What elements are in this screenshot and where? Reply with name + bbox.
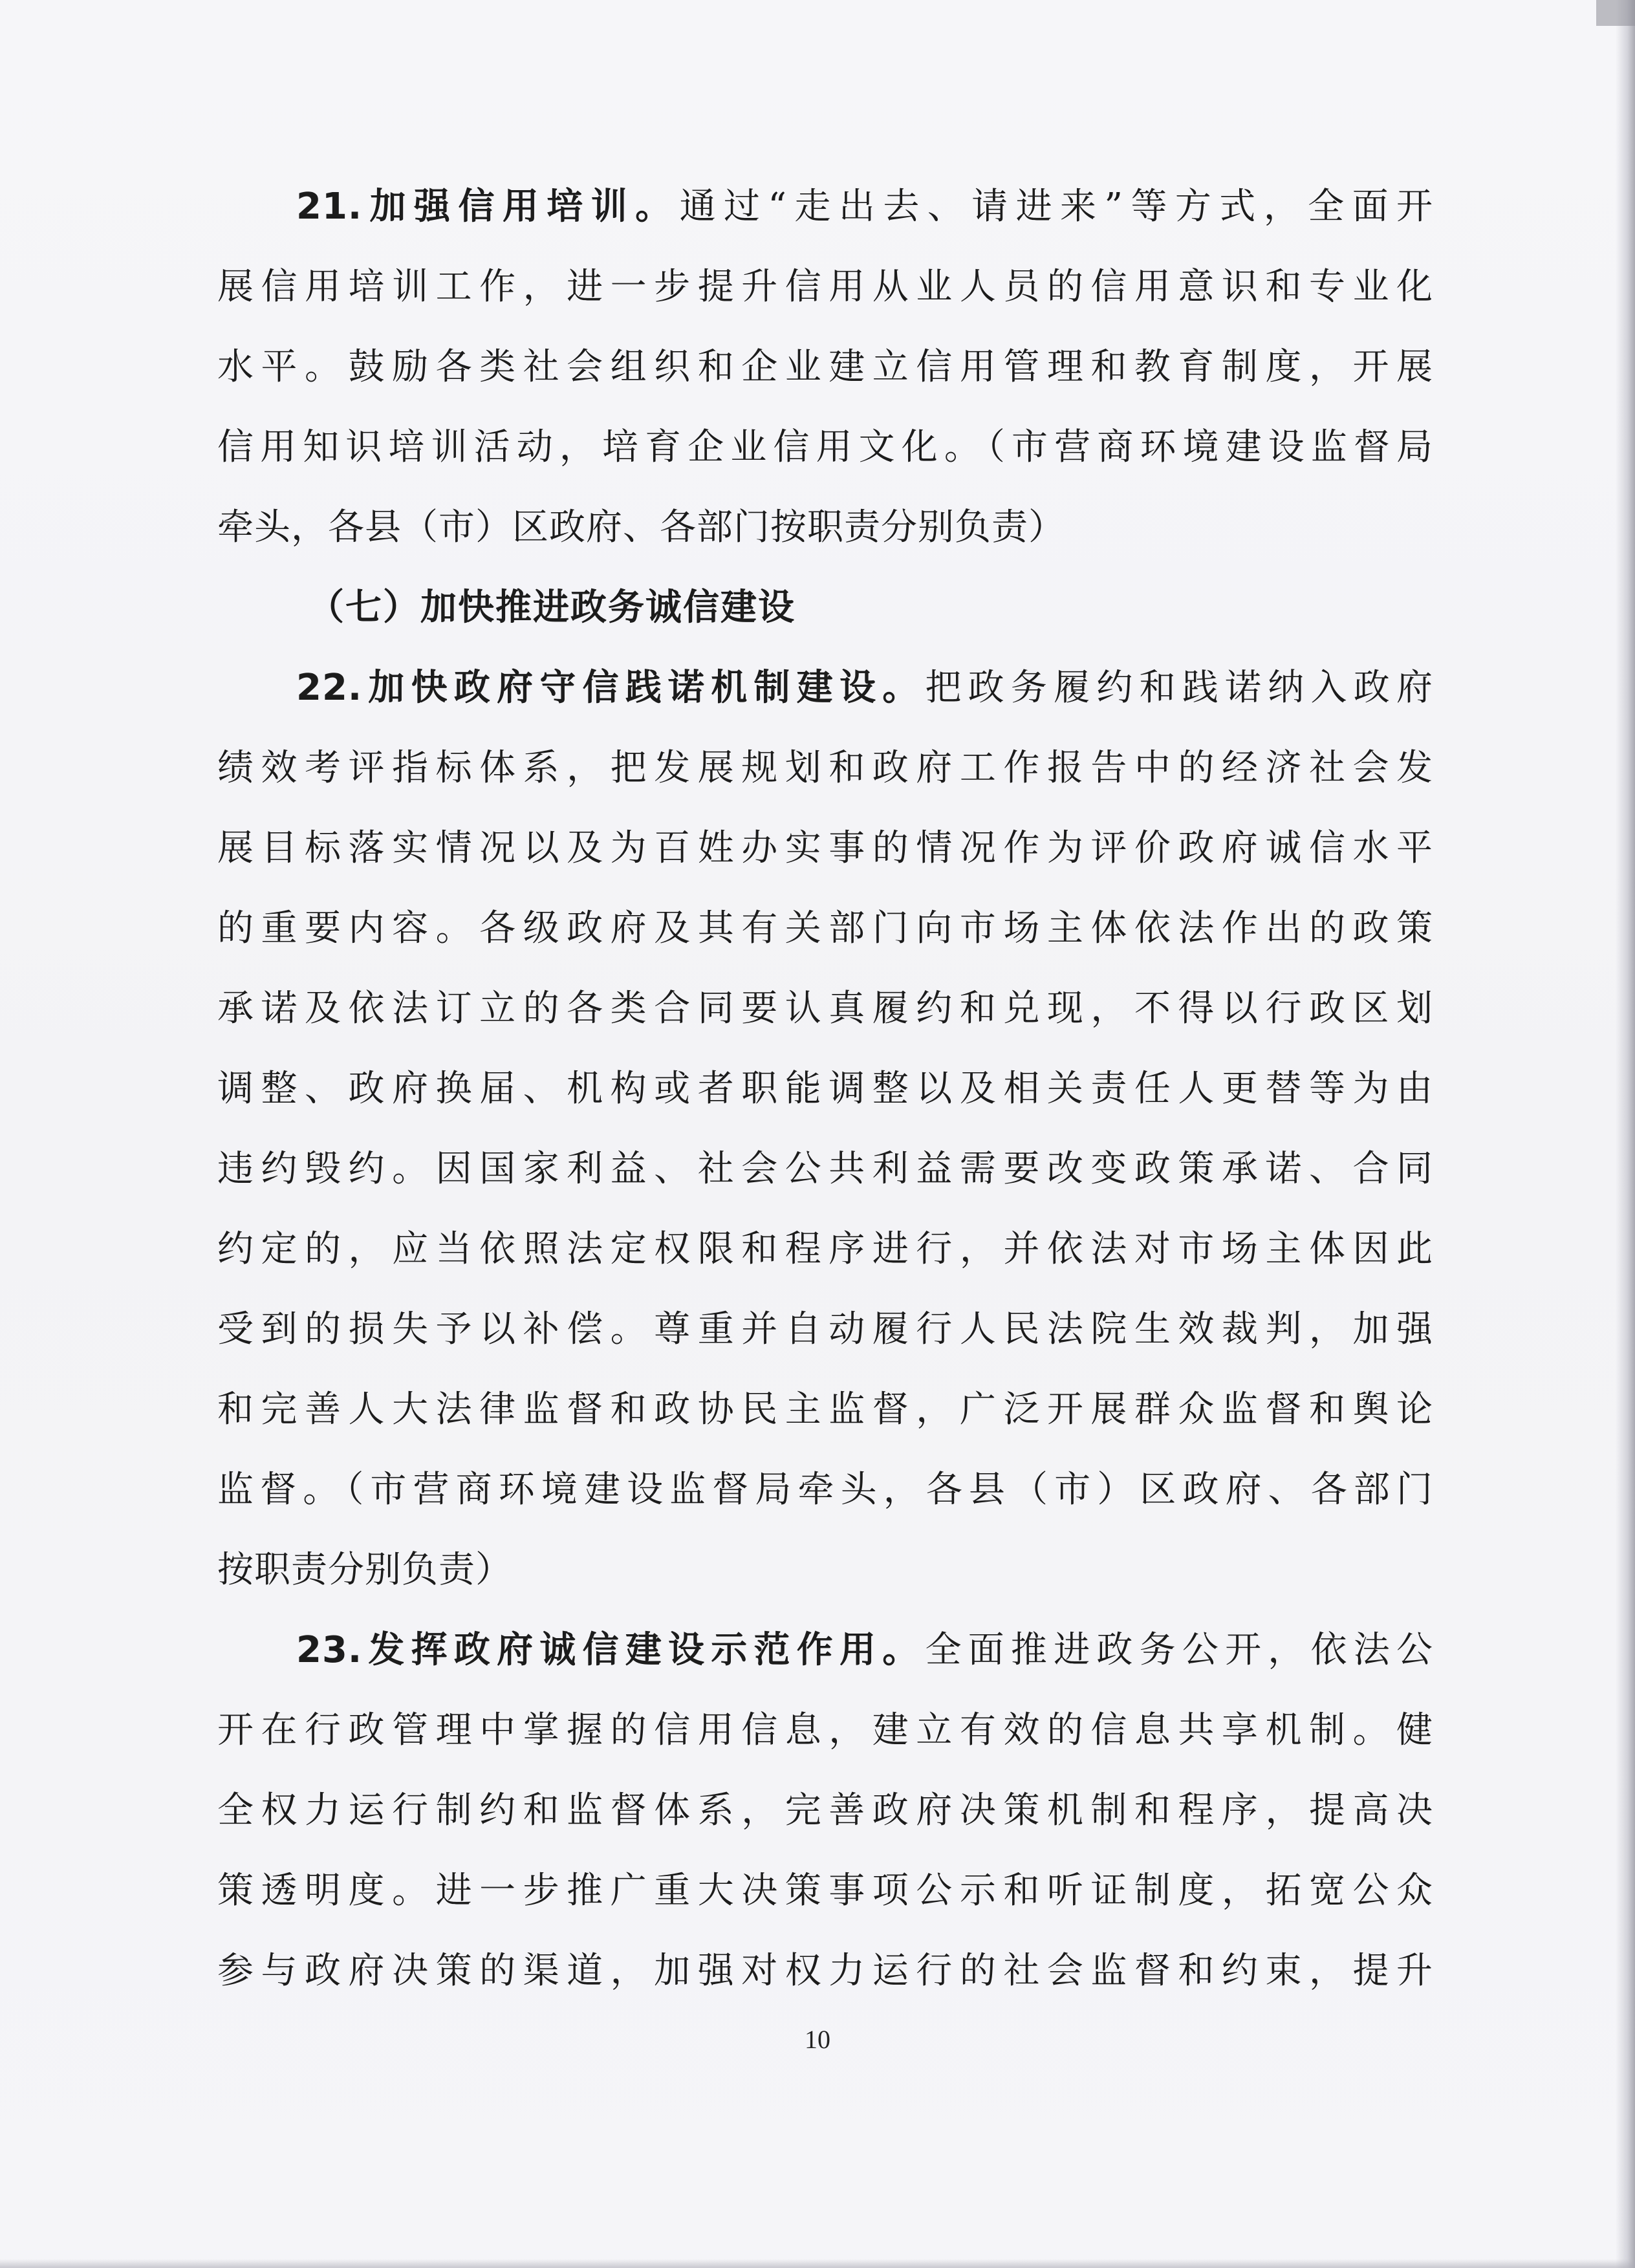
paragraph-22-line-12: 按职责分别负责） [217,1549,512,1591]
paragraph-22-line-3: 展目标落实情况以及为百姓办实事的情况作为评价政府诚信水平 [217,827,1433,869]
paragraph-21-line-2: 展信用培训工作，进一步提升信用从业人员的信用意识和专业化 [217,266,1433,308]
paragraph-21-line-3: 水平。鼓励各类社会组织和企业建立信用管理和教育制度，开展 [217,346,1433,388]
paragraph-22-line-1 [217,648,1433,728]
section-heading-7: （七）加快推进政务诚信建设 [308,587,796,629]
paragraph-22-line-9: 受到的损失予以补偿。尊重并自动履行人民法院生效裁判，加强 [217,1308,1433,1350]
paragraph-22-heading: 22.加快政府守信践诺机制建设。 [296,667,926,709]
paragraph-21-line-5: 牵头，各县（市）区政府、各部门按职责分别负责） [217,506,1065,548]
scan-corner-top-right [1596,0,1635,26]
paragraph-21-line-1 [217,167,1433,247]
scan-shadow-right [1616,0,1635,2268]
paragraph-22-line-4: 的重要内容。各级政府及其有关部门向市场主体依法作出的政策 [217,907,1433,949]
paragraph-23-line-2: 开在行政管理中掌握的信用信息，建立有效的信息共享机制。健 [217,1709,1433,1751]
paragraph-23-line-5: 参与政府决策的渠道，加强对权力运行的社会监督和约束，提升 [217,1950,1433,1992]
scan-shadow-bottom [0,2259,1635,2268]
paragraph-22-line-10: 和完善人大法律监督和政协民主监督，广泛开展群众监督和舆论 [217,1388,1433,1431]
paragraph-22-line-2: 绩效考评指标体系，把发展规划和政府工作报告中的经济社会发 [217,747,1433,789]
paragraph-23-line-4: 策透明度。进一步推广重大决策事项公示和听证制度，拓宽公众 [217,1870,1433,1912]
page-number: 10 [805,2025,830,2054]
paragraph-22-line-8: 约定的，应当依照法定权限和程序进行，并依法对市场主体因此 [217,1228,1433,1270]
paragraph-21-text-1: 通过“走出去、请进来”等方式，全面开 [679,186,1433,228]
paragraph-23-text-1: 全面推进政务公开，依法公 [925,1629,1433,1671]
paragraph-22-line-7: 违约毁约。因国家利益、社会公共利益需要改变政策承诺、合同 [217,1148,1433,1190]
paragraph-22-line-11: 监督。（市营商环境建设监督局牵头，各县（市）区政府、各部门 [217,1469,1433,1511]
document-body [217,167,1433,2011]
paragraph-23-line-1 [217,1610,1433,1690]
paragraph-21-heading: 21.加强信用培训。 [296,186,680,228]
paragraph-23-line-3: 全权力运行制约和监督体系，完善政府决策机制和程序，提高决 [217,1789,1433,1831]
paragraph-22-line-5: 承诺及依法订立的各类合同要认真履约和兑现，不得以行政区划 [217,988,1433,1030]
paragraph-23-heading: 23.发挥政府诚信建设示范作用。 [296,1629,926,1671]
paragraph-22-text-1: 把政务履约和践诺纳入政府 [925,667,1433,709]
paragraph-21-line-4: 信用知识培训活动，培育企业信用文化。（市营商环境建设监督局 [217,426,1433,468]
paragraph-22-line-6: 调整、政府换届、机构或者职能调整以及相关责任人更替等为由 [217,1068,1433,1110]
